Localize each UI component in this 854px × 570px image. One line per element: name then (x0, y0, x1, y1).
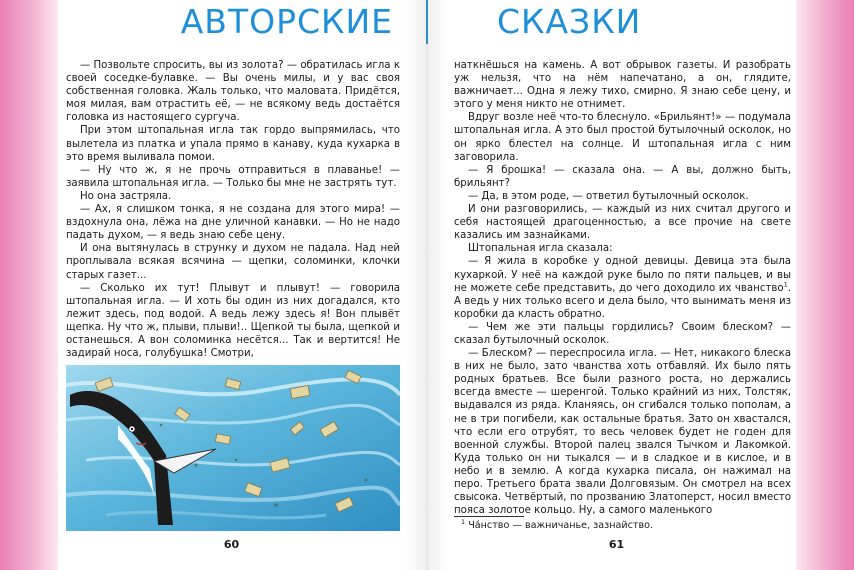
paragraph: — Позвольте спросить, вы из золота? — обратилась игла к своей соседке-булавке. — Вы очень милы, и у вас своя собственная головка. Жаль только, что маловата. Придётся, моя милая, вам отрастить её, — не всякому ведь достаётся головка из настоящего сургуча. (66, 60, 400, 124)
paragraph-with-footnote (454, 255, 791, 320)
spine-divider (426, 0, 428, 44)
book-gutter (405, 0, 449, 570)
paragraph: наткнёшься на камень. А вот обрывок газеты. И разобрать уж нельзя, что на нём напечатано, а он, глядите, важничает... Одна я лежу тихо, смирно. Я знаю себе цену, и этого у меня никто не отнимет. (454, 60, 791, 111)
paragraph: — Блеском? — переспросила игла. — Нет, никакого блеска в них не было, зато чванства хоть отбавляй. Их было пять родных братьев. Все были разного роста, но держались всегда вместе — шеренгой. Только крайний из них, Толстяк, выдавался из ряда. Кланяясь, он сгибался только пополам, а не в три погибели, как остальные братья. Зато он хвастался, что если его отрубят, то весь человек будет не годен для военной службы. Второй палец звался Тычком и Лакомкой. Куда только он ни тыкался — и в сладкое и в кислое, и в небо и в землю. А когда кухарка писала, он нажимал на перо. Третьего брата звали Долговязым. Он смотрел на всех свысока. Четвёртый, по прозванию Златоперст, носил вместо пояса золотое кольцо. Ну, а самого маленького (454, 348, 791, 517)
paragraph-text: — Я жила в коробке у одной девицы. Девица эта была кухаркой. У неё на каждой руке было по пяти пальцев, и вы не можете себе представить, до чего доходило их чванство (454, 256, 791, 294)
footnote-text: Ча́нство — важничанье, зазнайство. (468, 520, 654, 531)
left-page (58, 0, 405, 570)
right-page (449, 0, 796, 570)
paragraph: И она вытянулась в струнку и духом не падала. Над ней проплывала всякая всячина — щепки, соломинки, клочки старых газет... (66, 243, 400, 281)
paragraph: Штопальная игла сказала: (468, 243, 613, 255)
paragraph: — Чем же эти пальцы гордились? Своим блеском? — сказал бутылочный осколок. (454, 321, 791, 346)
paragraph: И они разговорились, — каждый из них считал другого и себя настоящей драгоценностью, а все прочие на свете казались им зазнайками. (454, 204, 791, 242)
header-right-title: СКАЗКИ (497, 2, 642, 41)
paragraph: — Ах, я слишком тонка, я не создана для этого мира! — вздохнула она, лёжа на дне уличной канавки. — Но не надо падать духом, — я ведь знаю себе цену. (66, 204, 400, 242)
paragraph: — Ну что ж, я не прочь отправиться в плаванье! — заявила штопальная игла. — Только бы мне не застрять тут. (66, 164, 400, 189)
page-number-left: 60 (223, 538, 240, 551)
footnote (461, 517, 654, 532)
page-number-right: 61 (608, 538, 625, 551)
header-left-title: АВТОРСКИЕ (180, 2, 393, 41)
needle-in-water-picture (66, 365, 400, 531)
paragraph: Но она застряла. (80, 190, 172, 202)
paragraph: Вдруг возле неё что-то блеснуло. «Брильянт!» — подумала штопальная игла. А это был простой бутылочный осколок, но он ярко блестел на солнце. И штопальная игла с ним заговорила. (454, 112, 791, 163)
paragraph-text: . А ведь у них только всего и дела было, что вынимать меня из коробки да класть обратно. (454, 282, 791, 320)
footnote-marker: 1 (461, 517, 466, 526)
right-page-text (454, 59, 791, 517)
paragraph: При этом штопальная игла так гордо выпрямилась, что вылетела из платка и упала прямо в канаву, куда кухарка в это время выливала помои. (66, 125, 400, 163)
left-page-text (66, 59, 400, 360)
canal-illustration (66, 365, 400, 531)
paragraph: — Я брошка! — сказала она. — А вы, должно быть, брильянт? (454, 164, 791, 189)
right-page-edge (796, 0, 854, 570)
paragraph: — Сколько их тут! Плывут и плывут! — говорила штопальная игла. — И хоть бы один из них догадался, кто лежит здесь, под водой. А ведь лежу здесь я! Вон плывёт щепка. Ну что ж, плыви, плыви!.. Щепкой ты была, щепкой и останешься. А вон соломинка несётся... Так и вертится! Не задирай носа, голубушка! Смотри, (66, 282, 400, 360)
paragraph: — Да, в этом роде, — ответил бутылочный осколок. (468, 190, 749, 202)
footnote-marker: 1 (783, 280, 788, 289)
left-page-edge (0, 0, 58, 570)
